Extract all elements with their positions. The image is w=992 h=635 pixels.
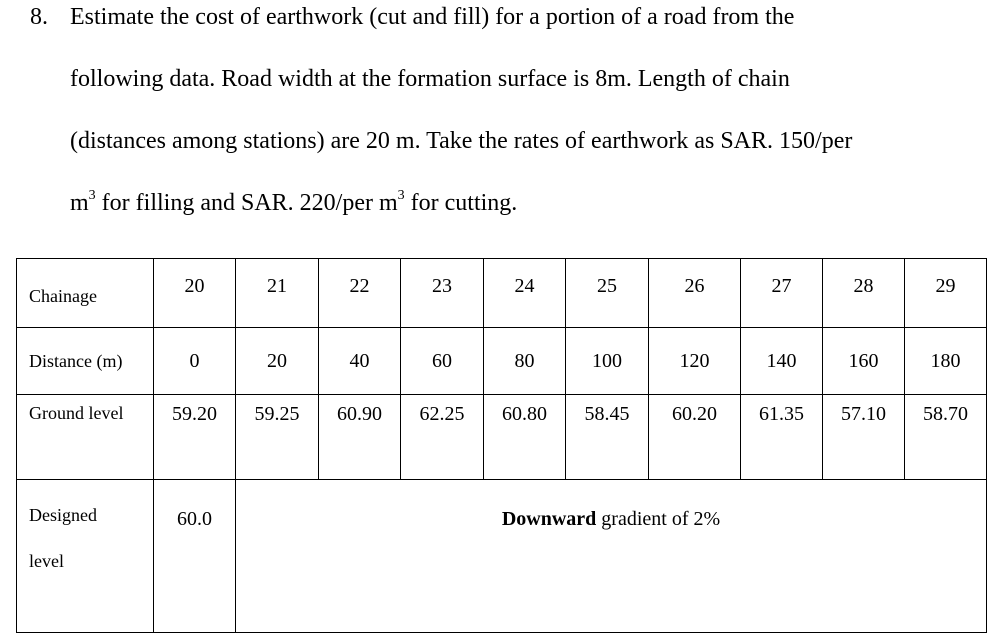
distance-cell: 60 xyxy=(401,328,484,395)
distance-cell: 160 xyxy=(823,328,905,395)
distance-label: Distance (m) xyxy=(17,328,154,395)
chainage-label: Chainage xyxy=(17,259,154,328)
designed-level-label xyxy=(17,480,154,633)
chainage-row xyxy=(17,259,987,328)
chainage-cell: 21 xyxy=(236,259,319,328)
ground-level-cell: 57.10 xyxy=(823,395,905,480)
chainage-cell: 20 xyxy=(154,259,236,328)
line-4-end: for cutting. xyxy=(404,190,518,216)
chainage-cell: 29 xyxy=(905,259,987,328)
distance-row xyxy=(17,328,987,395)
chainage-cell: 28 xyxy=(823,259,905,328)
earthwork-data-table xyxy=(16,258,987,633)
question-line-2: following data. Road width at the formation surface is 8m. Length of chain xyxy=(70,66,790,92)
designed-level-label-line-1: Designed xyxy=(29,505,97,525)
question-line-1: Estimate the cost of earthwork (cut and fill) for a portion of a road from the xyxy=(70,4,795,30)
ground-level-cell: 59.20 xyxy=(154,395,236,480)
ground-level-cell: 61.35 xyxy=(741,395,823,480)
unit-m: m xyxy=(70,190,89,216)
ground-level-cell: 58.70 xyxy=(905,395,987,480)
chainage-cell: 26 xyxy=(649,259,741,328)
question-number: 8. xyxy=(30,4,48,30)
superscript-3: 3 xyxy=(397,188,405,203)
distance-cell: 40 xyxy=(319,328,401,395)
question-line-4 xyxy=(70,190,517,217)
ground-level-row xyxy=(17,395,987,480)
chainage-cell: 25 xyxy=(566,259,649,328)
distance-cell: 180 xyxy=(905,328,987,395)
designed-level-start-value: 60.0 xyxy=(154,480,236,633)
ground-level-cell: 58.45 xyxy=(566,395,649,480)
chainage-cell: 27 xyxy=(741,259,823,328)
ground-level-cell: 62.25 xyxy=(401,395,484,480)
designed-level-row xyxy=(17,480,987,633)
ground-level-cell: 60.90 xyxy=(319,395,401,480)
distance-cell: 120 xyxy=(649,328,741,395)
chainage-cell: 24 xyxy=(484,259,566,328)
distance-cell: 140 xyxy=(741,328,823,395)
question-line-3: (distances among stations) are 20 m. Take the rates of earthwork as SAR. 150/per xyxy=(70,128,853,154)
ground-level-label: Ground level xyxy=(17,395,154,480)
designed-level-label-line-2: level xyxy=(29,551,64,571)
chainage-cell: 23 xyxy=(401,259,484,328)
line-4-middle: for filling and SAR. 220/per m xyxy=(95,190,398,216)
chainage-cell: 22 xyxy=(319,259,401,328)
distance-cell: 20 xyxy=(236,328,319,395)
superscript-3: 3 xyxy=(88,188,96,203)
ground-level-cell: 60.20 xyxy=(649,395,741,480)
distance-cell: 0 xyxy=(154,328,236,395)
ground-level-cell: 60.80 xyxy=(484,395,566,480)
distance-cell: 100 xyxy=(566,328,649,395)
gradient-description xyxy=(236,480,987,633)
distance-cell: 80 xyxy=(484,328,566,395)
gradient-direction: Downward xyxy=(501,508,597,530)
ground-level-cell: 59.25 xyxy=(236,395,319,480)
gradient-text: gradient of 2% xyxy=(596,508,721,530)
